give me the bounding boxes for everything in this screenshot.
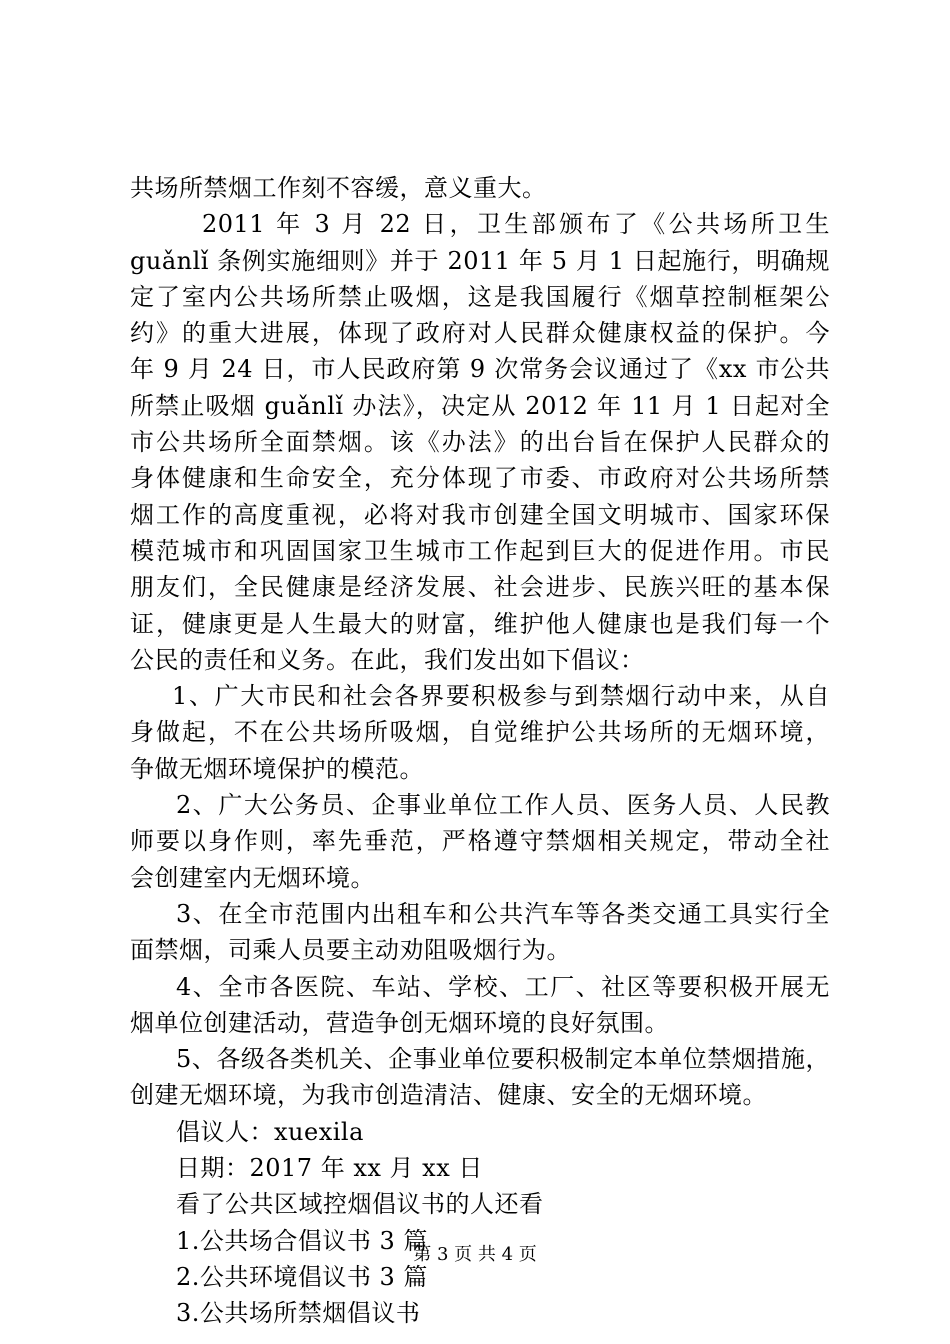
text-line: 师要以身作则，率先垂范，严格遵守禁烟相关规定，带动全社 (130, 827, 830, 856)
text-line: 模范城市和巩固国家卫生城市工作起到巨大的促进作用。市民 (130, 536, 830, 565)
page-footer: 第 3 页 共 4 页 (413, 1244, 537, 1265)
text-line: 身做起，不在公共场所吸烟，自觉维护公共场所的无烟环境， (130, 718, 830, 747)
text-line: 会创建室内无烟环境。 (130, 863, 375, 892)
proposal-item-4: 4、全市各医院、车站、学校、工厂、社区等要积极开展无 (176, 972, 830, 1001)
date-line: 日期：2017 年 xx 月 xx 日 (176, 1154, 483, 1183)
text-line: 共场所禁烟工作刻不容缓，意义重大。 (130, 174, 547, 202)
text-line: 烟工作的高度重视，必将对我市创建全国文明城市、国家环保 (130, 500, 830, 529)
text-line: 约》的重大进展，体现了政府对人民群众健康权益的保护。今 (130, 319, 830, 348)
signature-line: 倡议人：xuexila (176, 1117, 364, 1146)
text-line: 身体健康和生命安全，充分体现了市委、市政府对公共场所禁 (130, 464, 830, 493)
proposal-item-1: 1、广大市民和社会各界要积极参与到禁烟行动中来，从自 (172, 682, 830, 711)
text-line: 创建无烟环境，为我市创造清洁、健康、安全的无烟环境。 (130, 1081, 767, 1110)
text-line: guǎnlǐ 条例实施细则》并于 2011 年 5 月 1 日起施行，明确规 (130, 246, 830, 275)
text-line: 面禁烟，司乘人员要主动劝阻吸烟行为。 (130, 936, 571, 965)
text-line: 证，健康更是人生最大的财富，维护他人健康也是我们每一个 (130, 609, 830, 638)
related-link-1: 1.公共场合倡议书 3 篇 (176, 1226, 428, 1255)
proposal-item-5: 5、各级各类机关、企事业单位要积极制定本单位禁烟措施， (176, 1045, 830, 1074)
text-line: 所禁止吸烟 guǎnlǐ 办法》，决定从 2012 年 11 月 1 日起对全 (130, 391, 830, 420)
text-line: 市公共场所全面禁烟。该《办法》的出台旨在保护人民群众的 (130, 428, 830, 457)
related-heading: 看了公共区域控烟倡议书的人还看 (176, 1190, 544, 1219)
text-line: 年 9 月 24 日，市人民政府第 9 次常务会议通过了《xx 市公共 (130, 355, 830, 384)
proposal-item-3: 3、在全市范围内出租车和公共汽车等各类交通工具实行全 (176, 899, 830, 928)
related-link-3: 3.公共场所禁烟倡议书 (176, 1299, 421, 1328)
proposal-item-2: 2、广大公务员、企事业单位工作人员、医务人员、人民教 (176, 791, 830, 820)
paragraph-first-line: 2011 年 3 月 22 日，卫生部颁布了《公共场所卫生 (202, 210, 830, 239)
text-line: 定了室内公共场所禁止吸烟，这是我国履行《烟草控制框架公 (130, 282, 830, 311)
text-line: 烟单位创建活动，营造争创无烟环境的良好氛围。 (130, 1008, 669, 1037)
text-line: 公民的责任和义务。在此，我们发出如下倡议： (130, 645, 645, 674)
text-line: 争做无烟环境保护的模范。 (130, 754, 424, 783)
related-link-2: 2.公共环境倡议书 3 篇 (176, 1262, 428, 1291)
text-line: 朋友们，全民健康是经济发展、社会进步、民族兴旺的基本保 (130, 573, 830, 602)
document-body (130, 170, 830, 1332)
